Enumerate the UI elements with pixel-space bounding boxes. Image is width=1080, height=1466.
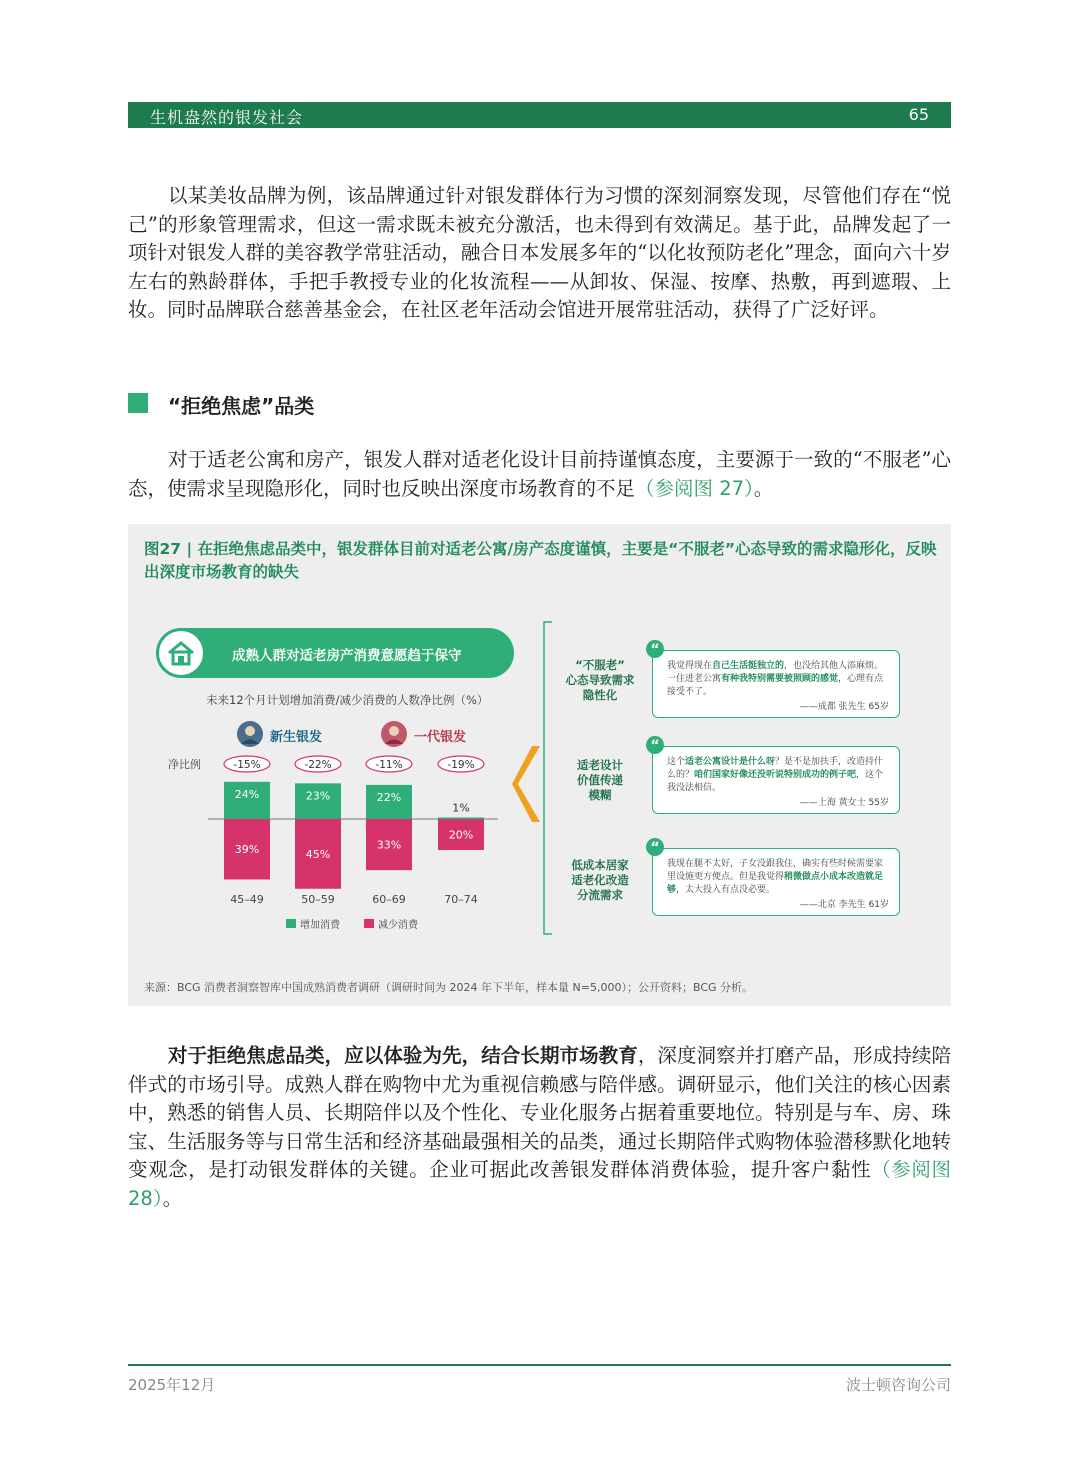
chart-banner-text: 成熟人群对适老房产消费意愿趋于保守 [232,648,462,664]
quote-mark-icon: “ [646,838,664,856]
figure-27 [128,524,951,1006]
bar-increase-label: 23% [305,789,331,803]
legend-decrease-swatch [364,919,374,928]
side-label-2: 适老设计 价值传递 模糊 [577,758,623,802]
figure-27-link[interactable]: （参阅图 27） [635,476,754,500]
quote-box-2 [652,746,900,814]
quote-3-text: 我现在腿不太好，子女没跟我住，确实有些时候需要家里设施更方便点。但是我觉得稍微做点小成本改造就足够，太大投入有点没必要。 [667,859,884,895]
quote-box-1 [652,650,900,718]
house-icon [156,628,206,678]
category-label: 50–59 [301,893,335,906]
quote-mark-icon: “ [646,736,664,754]
net-ratio-label: 净比例 [168,758,201,771]
figure-28-link[interactable]: （参阅图 28） [128,1158,951,1210]
bar-decrease-label: 20% [448,828,474,842]
footer-date: 2025年12月 [128,1376,216,1394]
page-number: 65 [908,105,929,124]
quote-1-author: ——成都 张先生 65岁 [799,702,889,712]
paragraph-1: 以某美妆品牌为例，该品牌通过针对银发群体行为习惯的深刻洞察发现，尽管他们存在“悦己”的形象管理需求，但这一需求既未被充分激活，也未得到有效满足。基于此，品牌发起了一项针对银发人群的美容教学常驻活动，融合日本发展多年的“以化妆预防老化”理念，面向六十岁左右的熟龄群体，手把手教授专业的化妆流程——从卸妆、保湿、按摩、热敷，再到遮瑕、上妆。同时品牌联合慈善基金会，在社区老年活动会馆进开展常驻活动，获得了广泛好评。 [128,184,951,321]
side-label-3: 低成本居家 适老化改造 分流需求 [571,858,629,902]
footer-divider [128,1364,951,1366]
chart-subtitle: 未来12个月计划增加消费/减少消费的人数净比例（%） [206,693,489,707]
net-ratio-value: -11% [375,759,403,771]
footer-company: 波士顿咨询公司 [845,1376,951,1394]
legend-increase-label: 增加消费 [300,920,340,931]
paragraph-3-end: 。 [162,1186,183,1210]
header-bar [128,102,951,128]
category-label: 60–69 [372,893,406,906]
paragraph-3-bold: 对于拒绝焦虑品类，应以体验为先，结合长期市场教育 [168,1044,638,1067]
bar-decrease-label: 39% [234,843,260,857]
group-old-silver: 一代银发 [414,730,467,745]
net-ratio-bar-chart [158,750,498,940]
paragraph-2-text: 对于适老公寓和房产，银发人群对适老化设计目前持谨慎态度，主要源于一致的“不服老”心态，使需求呈现隐形化，同时也反映出深度市场教育的不足 [128,448,951,500]
group-new-silver: 新生银发 [270,730,323,745]
paragraph-3-text: ，深度洞察并打磨产品，形成持续陪伴式的市场引导。成熟人群在购物中尤为重视信赖感与陪伴感。调研显示，他们关注的核心因素中，熟悉的销售人员、长期陪伴以及个性化、专业化服务占据着重要地位。特别是与车、房、珠宝、生活服务等与日常生活和经济基础最强相关的品类，通过长期陪伴式购物体验潜移默化地转变观念，是打动银发群体的关键。企业可据此改善银发群体消费体验，提升客户黏性 [128,1044,951,1181]
new-silver-avatar-icon [236,720,264,748]
net-ratio-value: -19% [447,759,475,771]
old-silver-avatar-icon [380,720,408,748]
net-ratio-value: -15% [233,759,261,771]
chevron-left-icon [512,744,542,824]
section-square-icon [128,393,148,413]
header-title: 生机盎然的银发社会 [150,108,304,127]
bar-decrease-label: 45% [305,847,331,861]
quote-box-3 [652,848,900,916]
bar-increase-label: 24% [234,787,260,801]
bar-decrease-label: 33% [376,838,402,852]
category-label: 70–74 [444,893,478,906]
category-label: 45–49 [230,893,264,906]
section-title: “拒绝焦虑”品类 [168,394,315,418]
figure-title: 图27 | 在拒绝焦虑品类中，银发群体目前对适老公寓/房产态度谨慎，主要是“不服老”心态导致的需求隐形化，反映出深度市场教育的缺失 [144,540,937,581]
quote-2-author: ——上海 黄女士 55岁 [799,798,889,808]
quote-mark-icon: “ [646,640,664,658]
paragraph-3 [128,1042,951,1213]
side-label-1: “不服老” 心态导致需求 隐性化 [565,658,635,702]
bracket-divider [542,620,554,936]
figure-source: 来源：BCG 消费者洞察智库中国成熟消费者调研（调研时间为 2024 年下半年，样本量 N=5,000）；公开资料；BCG 分析。 [144,981,754,994]
net-ratio-value: -22% [304,759,332,771]
bar-increase-label: 22% [376,790,402,804]
paragraph-2-end: 。 [753,476,774,500]
legend-increase-swatch [286,919,296,928]
quote-2-text: 这个适老公寓设计是什么呀？是不是加扶手，改造持什么的？咱们国家好像还没听说特别成功的例子吧，这个我没法相信。 [667,757,884,793]
quote-1-text: 我觉得现在自己生活挺独立的，也没给其他人添麻烦。一住进老公寓有种我特别需要被照顾的感觉，心理有点接受不了。 [667,661,884,697]
bar-increase [438,817,484,819]
quote-3-author: ——北京 李先生 61岁 [799,900,889,910]
paragraph-2 [128,446,951,503]
legend-decrease-label: 减少消费 [378,920,418,931]
bar-increase-label: 1% [452,801,470,815]
